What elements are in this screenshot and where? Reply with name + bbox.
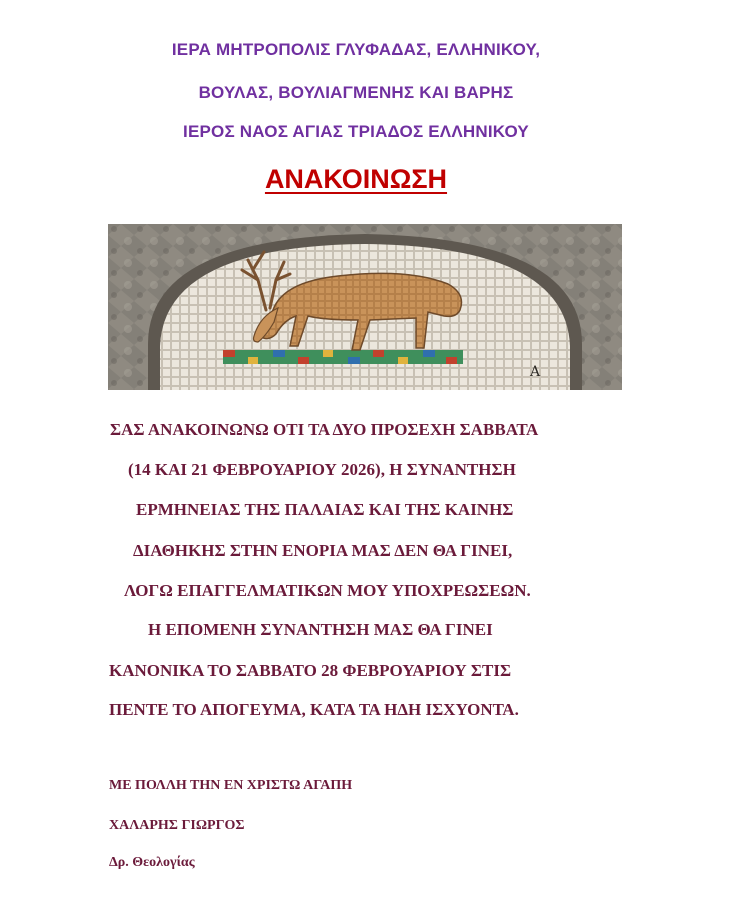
metropolis-name-line-2: ΒΟΥΛΑΣ, ΒΟΥΛΙΑΓΜΕΝΗΣ ΚΑΙ ΒΑΡΗΣ bbox=[198, 83, 514, 102]
announcement-title bbox=[0, 164, 712, 195]
announcement-body-line: ΕΡΜΗΝΕΙΑΣ ΤΗΣ ΠΑΛΑΙΑΣ ΚΑΙ ΤΗΣ ΚΑΙΝΗΣ bbox=[136, 500, 514, 519]
svg-text:Α: Α bbox=[530, 364, 541, 380]
announcement-body-line: ΛΟΓΩ ΕΠΑΓΓΕΛΜΑΤΙΚΩΝ ΜΟΥ ΥΠΟΧΡΕΩΣΕΩΝ. bbox=[124, 581, 531, 600]
signer-title: Δρ. Θεολογίας bbox=[109, 855, 195, 870]
announcement-body-line: ΔΙΑΘΗΚΗΣ ΣΤΗΝ ΕΝΟΡΙΑ ΜΑΣ ΔΕΝ ΘΑ ΓΙΝΕΙ, bbox=[133, 541, 513, 560]
announcement-body-line: (14 ΚΑΙ 21 ΦΕΒΡΟΥΑΡΙΟΥ 2026), Η ΣΥΝΑΝΤΗΣΗ bbox=[128, 460, 516, 479]
announcement-body-line: Η ΕΠΟΜΕΝΗ ΣΥΝΑΝΤΗΣΗ ΜΑΣ ΘΑ ΓΙΝΕΙ bbox=[148, 620, 493, 639]
announcement-body-line: ΠΕΝΤΕ ΤΟ ΑΠΟΓΕΥΜΑ, ΚΑΤΑ ΤΑ ΗΔΗ ΙΣΧΥΟΝΤΑ. bbox=[109, 700, 519, 719]
announcement-body-line: ΣΑΣ ΑΝΑΚΟΙΝΩΝΩ ΟΤΙ ΤΑ ΔΥΟ ΠΡΟΣΕΧΗ ΣΑΒΒΑΤΑ bbox=[110, 420, 539, 439]
metropolis-name-line-1: ΙΕΡΑ ΜΗΤΡΟΠΟΛΙΣ ΓΛΥΦΑΔΑΣ, ΕΛΛΗΝΙΚΟΥ, bbox=[171, 40, 541, 59]
announcement-title-text: ΑΝΑΚΟΙΝΩΣΗ bbox=[264, 164, 448, 194]
signer-name: ΧΑΛΑΡΗΣ ΓΙΩΡΓΟΣ bbox=[109, 818, 245, 833]
church-name: ΙΕΡΟΣ ΝΑΟΣ ΑΓΙΑΣ ΤΡΙΑΔΟΣ ΕΛΛΗΝΙΚΟΥ bbox=[183, 122, 529, 141]
announcement-body-line: ΚΑΝΟΝΙΚΑ ΤΟ ΣΑΒΒΑΤΟ 28 ΦΕΒΡΟΥΑΡΙΟΥ ΣΤΙΣ bbox=[109, 661, 512, 680]
closing-greeting: ΜΕ ΠΟΛΛΗ ΤΗΝ ΕΝ ΧΡΙΣΤΩ ΑΓΑΠΗ bbox=[109, 778, 353, 793]
deer-mosaic-image bbox=[108, 224, 622, 390]
